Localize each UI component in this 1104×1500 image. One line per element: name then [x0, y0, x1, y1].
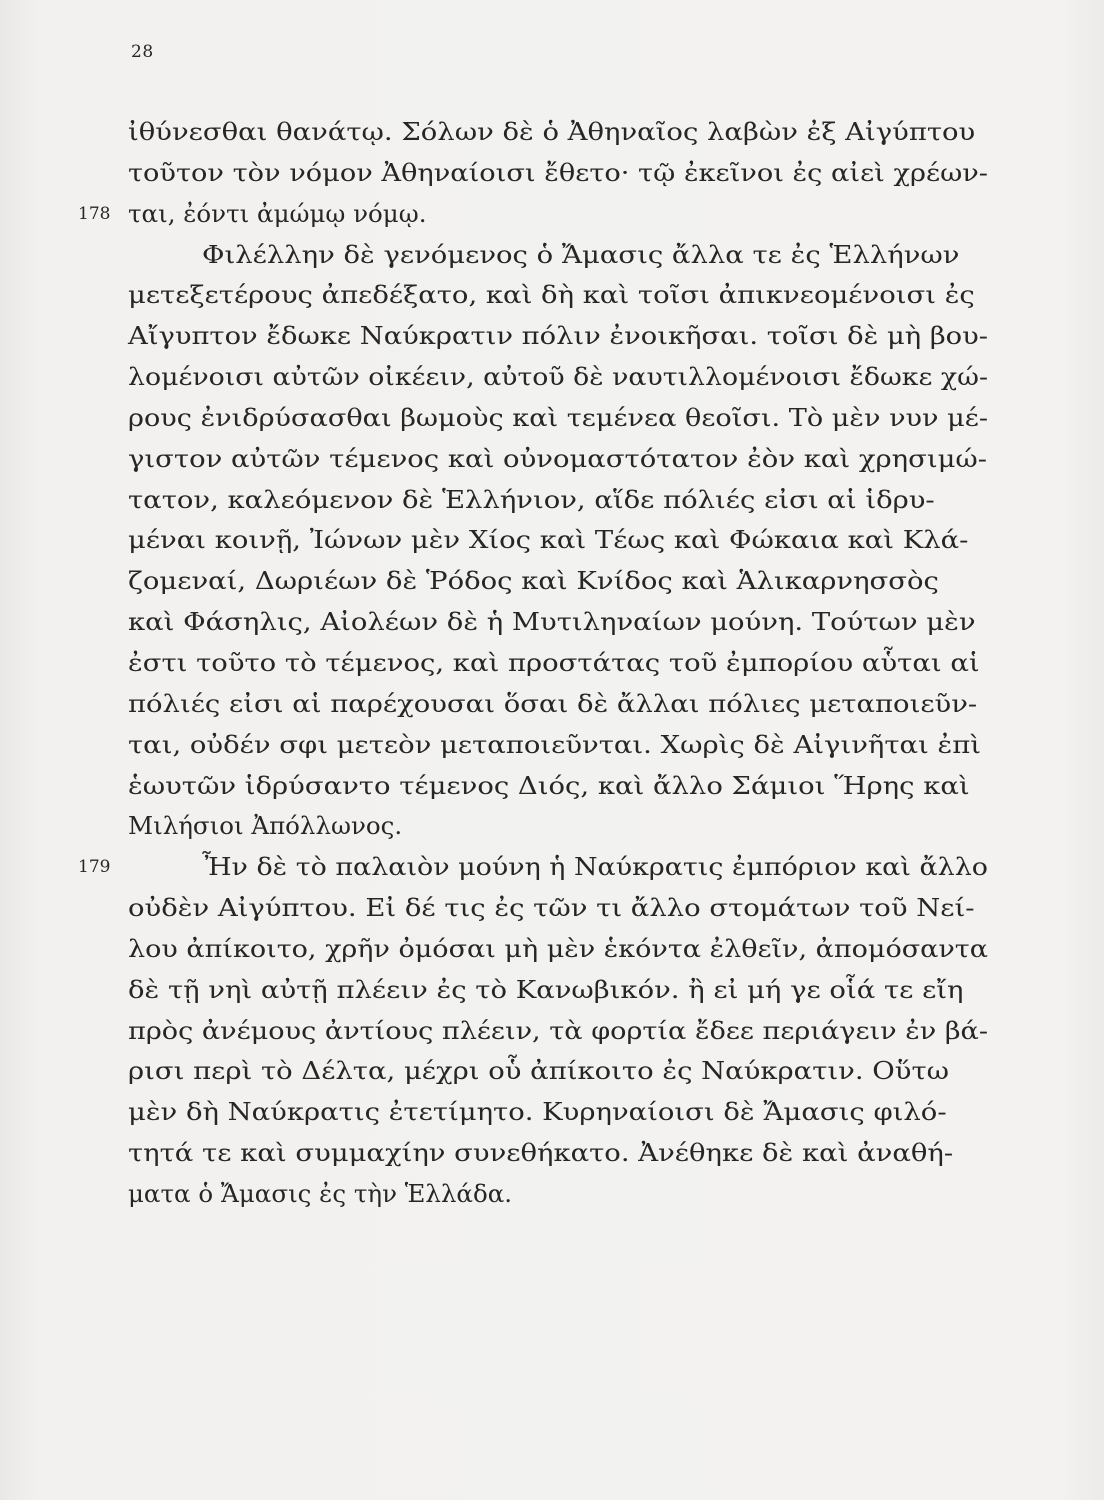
line-text: τοῦτον τὸν νόμον Ἀθηναίοισι ἔθετο· τῷ ἐκεῖνοι ἐς αἰεὶ χρέων- — [128, 157, 988, 187]
text-line — [128, 439, 988, 480]
text-line — [128, 275, 988, 316]
line-text: ται, ἐόντι ἀμώμῳ νόμῳ. — [128, 198, 427, 228]
text-line — [128, 561, 988, 602]
line-text: Αἴγυπτον ἔδωκε Ναύκρατιν πόλιν ἐνοικῆσαι. τοῖσι δὲ μὴ βου- — [128, 321, 988, 351]
line-text: Ἦν δὲ τὸ παλαιὸν μούνη ἡ Ναύκρατις ἐμπόριον καὶ ἄλλο — [202, 852, 988, 882]
text-line — [128, 520, 988, 561]
line-text: ται, οὐδέν σφι μετεὸν μεταποιεῦνται. Χωρὶς δὲ Αἰγινῆται ἐπὶ — [128, 729, 982, 759]
text-line — [128, 235, 988, 276]
line-text: ρισι περὶ τὸ Δέλτα, μέχρι οὗ ἀπίκοιτο ἐς Ναύκρατιν. Οὕτω — [128, 1056, 950, 1086]
line-text: ρους ἐνιδρύσασθαι βωμοὺς καὶ τεμένεα θεοῖσι. Τὸ μὲν νυν μέ- — [128, 402, 989, 432]
line-text: ματα ὁ Ἄμασις ἐς τὴν Ἑλλάδα. — [128, 1178, 513, 1208]
text-line — [128, 153, 988, 194]
text-line — [128, 643, 988, 684]
line-text: ἑωυτῶν ἱδρύσαντο τέμενος Διός, καὶ ἄλλο Σάμιοι Ἥρης καὶ — [128, 770, 970, 800]
text-line — [128, 1092, 988, 1133]
text-line — [128, 1051, 988, 1092]
text-line — [128, 888, 988, 929]
line-text: Φιλέλλην δὲ γενόμενος ὁ Ἄμασις ἄλλα τε ἐς Ἑλλήνων — [202, 239, 960, 269]
line-text: μὲν δὴ Ναύκρατις ἐτετίμητο. Κυρηναίοισι δὲ Ἄμασις φιλό- — [128, 1097, 947, 1127]
line-text: δὲ τῇ νηὶ αὐτῇ πλέειν ἐς τὸ Κανωβικόν. ἢ εἰ μή γε οἷά τε εἴη — [128, 974, 964, 1004]
text-line — [128, 806, 988, 847]
line-text: τατον, καλεόμενον δὲ Ἑλλήνιον, αἵδε πόλιές εἰσι αἱ ἱδρυ- — [128, 484, 935, 514]
section-number: 178 — [78, 203, 111, 224]
text-line — [78, 847, 988, 888]
line-text: πόλιές εἰσι αἱ παρέχουσαι ὅσαι δὲ ἄλλαι πόλιες μεταποιεῦν- — [128, 688, 978, 718]
text-line — [128, 725, 988, 766]
text-line — [128, 1174, 988, 1215]
text-line — [128, 357, 988, 398]
text-line — [128, 316, 988, 357]
text-line — [128, 602, 988, 643]
line-text: Μιλήσιοι Ἀπόλλωνος. — [128, 811, 403, 841]
text-line — [128, 766, 988, 807]
line-text: τητά τε καὶ συμμαχίην συνεθήκατο. Ἀνέθηκε δὲ καὶ ἀναθή- — [128, 1138, 954, 1168]
line-text: ἐστι τοῦτο τὸ τέμενος, καὶ προστάτας τοῦ ἐμπορίου αὗται αἱ — [128, 647, 980, 677]
body-text — [78, 112, 989, 1215]
line-text: λομένοισι αὐτῶν οἰκέειν, αὐτοῦ δὲ ναυτιλλομένοισι ἔδωκε χώ- — [128, 362, 988, 392]
line-text: ἰθύνεσθαι θανάτῳ. Σόλων δὲ ὁ Ἀθηναῖος λαβὼν ἐξ Αἰγύπτου — [128, 117, 976, 146]
text-line — [128, 684, 988, 725]
line-text: πρὸς ἀνέμους ἀντίους πλέειν, τὰ φορτία ἔδεε περιάγειν ἐν βά- — [128, 1015, 989, 1045]
line-text: γιστον αὐτῶν τέμενος καὶ οὐνομαστότατον ἐὸν καὶ χρησιμώ- — [128, 443, 988, 473]
text-line — [128, 970, 988, 1011]
text-line — [128, 112, 988, 153]
line-text: ζομεναί, Δωριέων δὲ Ῥόδος καὶ Κνίδος καὶ Ἁλικαρνησσὸς — [128, 566, 939, 596]
line-text: μέναι κοινῇ, Ἰώνων μὲν Χίος καὶ Τέως καὶ Φώκαια καὶ Κλά- — [128, 525, 969, 555]
text-line — [128, 480, 988, 521]
page-number: 28 — [131, 42, 154, 62]
line-text: λου ἀπίκοιτο, χρῆν ὀμόσαι μὴ μὲν ἑκόντα ἐλθεῖν, ἀπομόσαντα — [128, 933, 988, 963]
line-text: καὶ Φάσηλις, Αἰολέων δὲ ἡ Μυτιληναίων μούνη. Τούτων μὲν — [128, 607, 976, 637]
text-line — [128, 398, 988, 439]
line-text: μετεξετέρους ἀπεδέξατο, καὶ δὴ καὶ τοῖσι ἀπικνεομένοισι ἐς — [128, 280, 975, 310]
text-line — [128, 1133, 988, 1174]
line-text: οὐδὲν Αἰγύπτου. Εἰ δέ τις ἐς τῶν τι ἄλλο στομάτων τοῦ Νεί- — [128, 893, 975, 923]
section-number: 179 — [78, 857, 111, 878]
text-line — [128, 929, 988, 970]
text-line — [78, 194, 988, 235]
text-line — [128, 1011, 988, 1052]
